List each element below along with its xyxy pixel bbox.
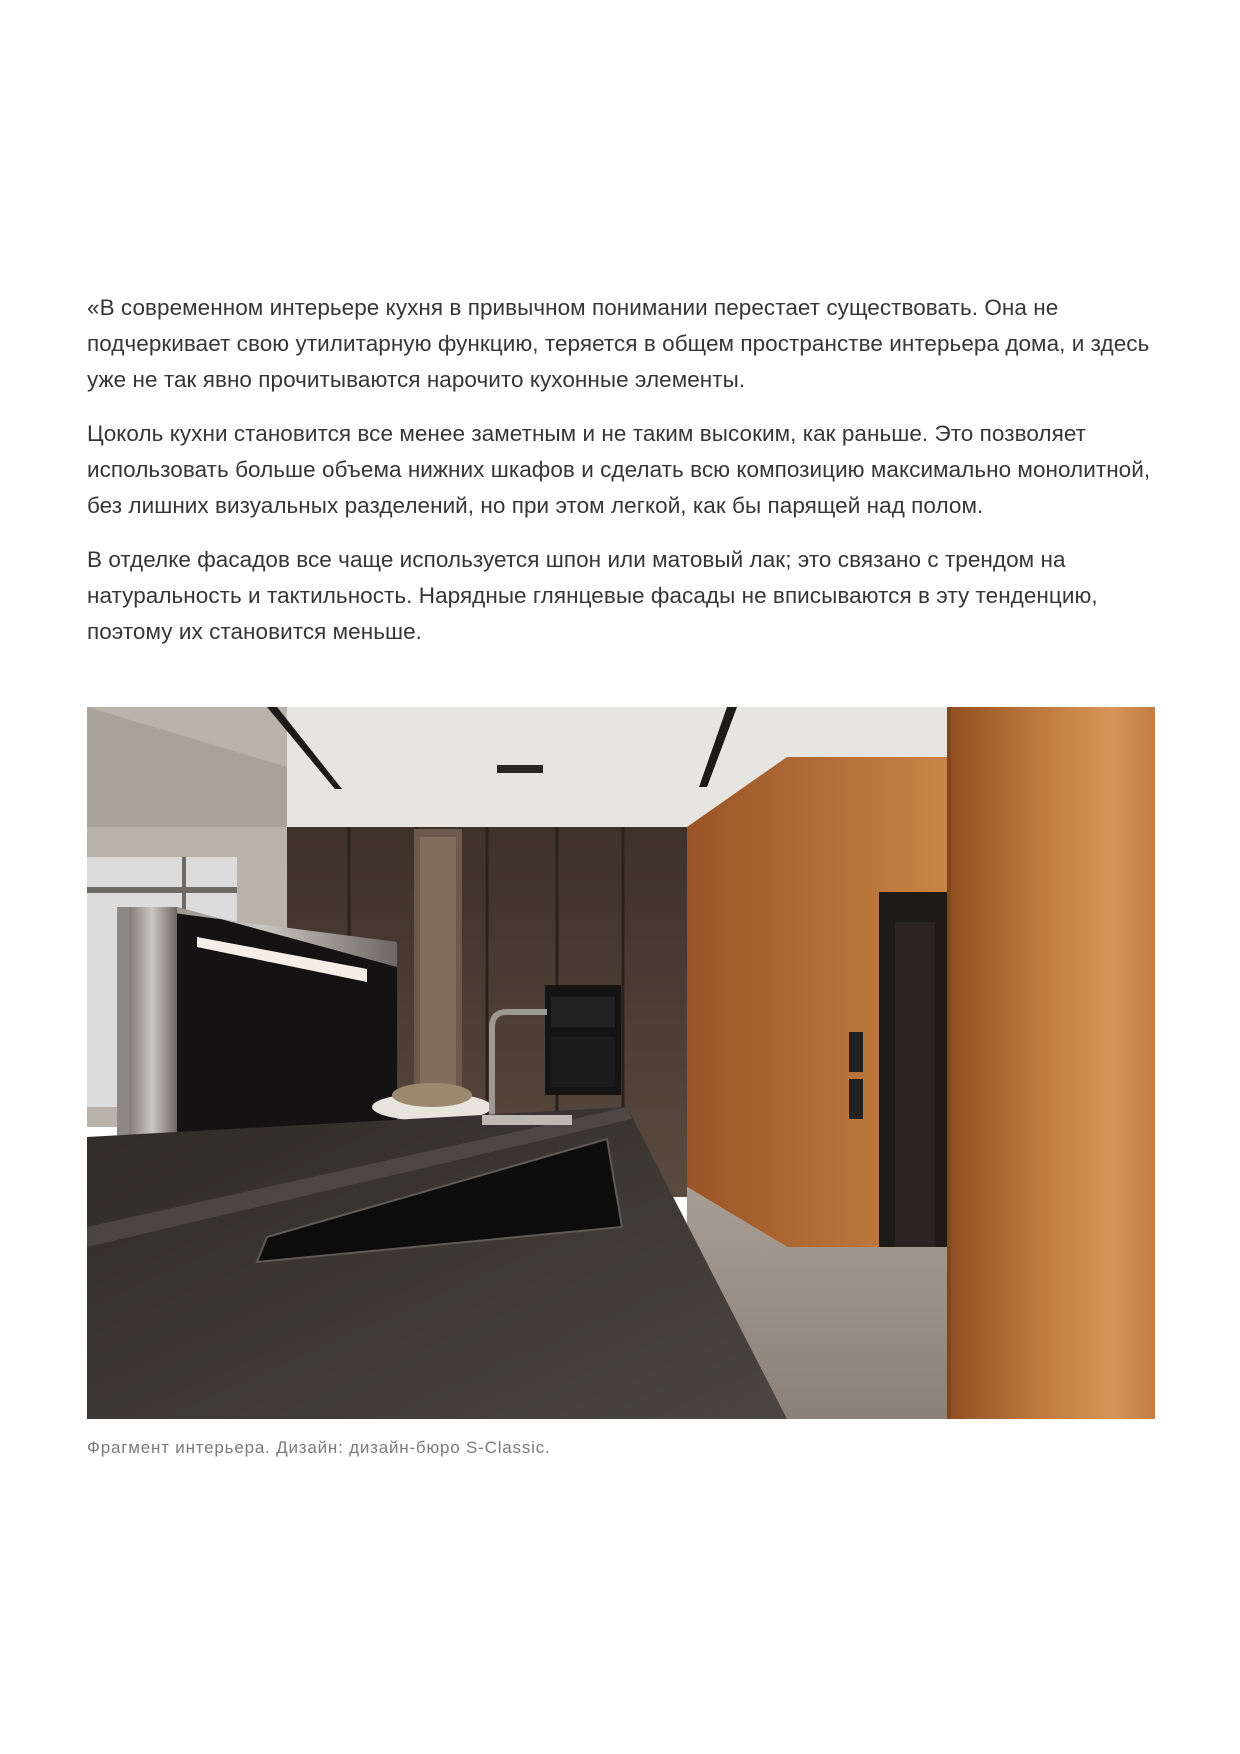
elevator-panel [849, 1032, 863, 1072]
paragraph-1: «В современном интерьере кухня в привычном понимании перестает существовать. Она не подчеркивает свою утилитарную функцию, теряется в общем пространстве интерьера дома, и здесь уже не так явно прочитываются нарочито кухонные элементы. [87, 295, 1150, 392]
kitchen-interior-photo [87, 707, 1155, 1419]
wood-wall [947, 707, 1155, 1419]
paragraph-3: В отделке фасадов все чаще используется шпон или матовый лак; это связано с трендом на натуральность и тактильность. Нарядные глянцевые фасады не вписываются в эту тенденцию, поэтому их становится меньше. [87, 547, 1098, 644]
article-body [87, 290, 1155, 668]
photo-caption: Фрагмент интерьера. Дизайн: дизайн-бюро S-Classic. [87, 1438, 551, 1457]
paragraph-2: Цоколь кухни становится все менее заметным и не таким высоким, как раньше. Это позволяет использовать больше объема нижних шкафов и сделать всю композицию максимально монолитной, без лишних визуальных разделений, но при этом легкой, как бы парящей над полом. [87, 421, 1151, 518]
ceiling-spotlight [497, 765, 543, 773]
sink [482, 1115, 572, 1125]
